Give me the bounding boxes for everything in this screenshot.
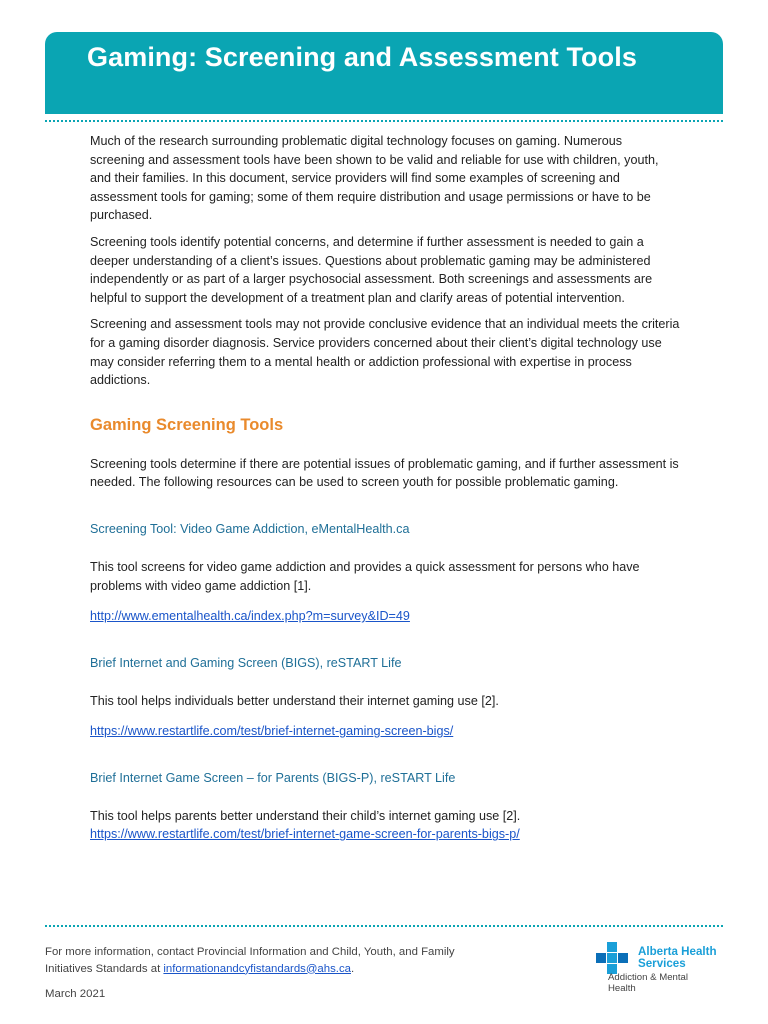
- main-content: [90, 132, 680, 844]
- ahs-logo: [596, 940, 736, 1000]
- tool-title-bigs: Brief Internet and Gaming Screen (BIGS), reSTART Life: [90, 655, 402, 670]
- ahs-subtitle: [608, 972, 718, 994]
- footer-contact-text: For more information, contact Provincial Information and Child, Youth, and Family Initiatives Standards at: [45, 946, 455, 975]
- footer-contact: [45, 944, 475, 977]
- intro-paragraph-2: Screening tools identify potential concerns, and determine if further assessment is needed to gain a deeper understanding of a client’s issues. Questions about problematic gaming may be administered independently or as part of a larger psychosocial assessment. Both screenings and assessments are helpful to support the development of a treatment plan and clarify areas of potential intervention.: [90, 234, 653, 305]
- intro-paragraph-1: Much of the research surrounding problematic digital technology focuses on gaming. Numerous screening and assessment tools have been shown to be valid and reliable for use with children, youth, and their families. In this document, service providers will find some examples of screening and assessment tools for gaming; some of them require distribution and usage permissions or have to be purchased.: [90, 134, 659, 223]
- intro-paragraph-3: Screening and assessment tools may not provide conclusive evidence that an individual meets the criteria for a gaming disorder diagnosis. Service providers concerned about their client’s digital technology use may consider referring them to a mental health or addiction professional with expertise in process addictions.: [90, 317, 680, 388]
- footer-date: March 2021: [45, 988, 106, 1000]
- footer-period: .: [351, 962, 355, 975]
- footer-divider: [45, 925, 723, 927]
- tool-description-emental: This tool screens for video game addiction and provides a quick assessment for persons who have problems with video game addiction [1].: [90, 559, 640, 593]
- ahs-name: [638, 946, 717, 970]
- ahs-cross-icon: [596, 942, 636, 974]
- tool-title-emental: Screening Tool: Video Game Addiction, eMentalHealth.ca: [90, 521, 410, 536]
- tool-description-bigs-p: This tool helps parents better understand their child’s internet gaming use [2].: [90, 808, 521, 823]
- section-description: Screening tools determine if there are potential issues of problematic gaming, and if further assessment is needed. The following resources can be used to screen youth for possible problematic gaming.: [90, 456, 679, 490]
- ahs-name-line2: Services: [638, 957, 686, 970]
- ahs-subtitle-line2: Health: [608, 983, 636, 994]
- ahs-subtitle-line1: Addiction & Mental: [608, 972, 688, 983]
- page-title: Gaming: Screening and Assessment Tools: [87, 42, 637, 72]
- tool-link-emental[interactable]: http://www.ementalhealth.ca/index.php?m=survey&ID=49: [90, 609, 410, 624]
- tool-title-bigs-p: Brief Internet Game Screen – for Parents (BIGS-P), reSTART Life: [90, 770, 456, 785]
- tool-link-row: [90, 825, 680, 844]
- tool-link-row: [90, 607, 680, 626]
- header-divider: [45, 120, 723, 122]
- tool-link-bigs-p[interactable]: https://www.restartlife.com/test/brief-internet-game-screen-for-parents-bigs-p/: [90, 827, 520, 842]
- section-heading: Gaming Screening Tools: [90, 415, 284, 434]
- tool-link-bigs[interactable]: https://www.restartlife.com/test/brief-internet-gaming-screen-bigs/: [90, 724, 454, 739]
- title-banner: [45, 32, 723, 114]
- contact-email-link[interactable]: informationandcyfistandards@ahs.ca: [163, 962, 351, 975]
- tool-description-bigs: This tool helps individuals better understand their internet gaming use [2].: [90, 693, 499, 708]
- tool-link-row: [90, 722, 680, 741]
- ahs-name-line1: Alberta Health: [638, 945, 717, 958]
